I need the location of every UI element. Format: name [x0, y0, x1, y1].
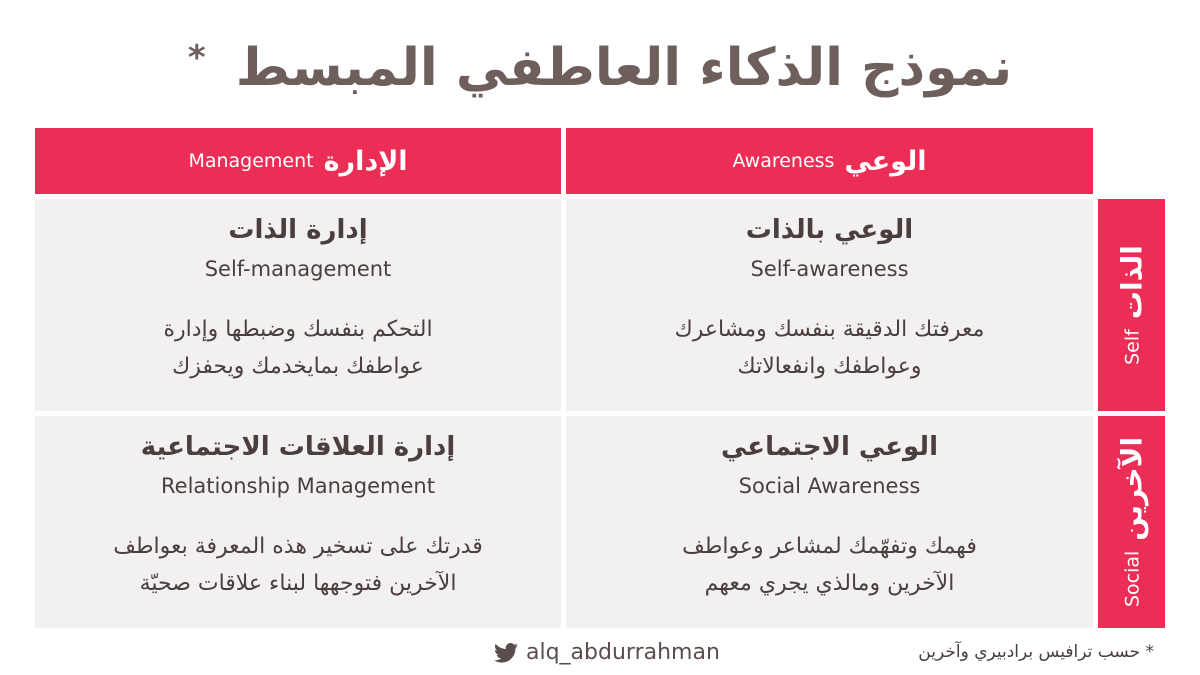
cell-arabic-title: إدارة العلاقات الاجتماعية [140, 432, 456, 462]
awareness-header-en: Awareness [732, 150, 835, 172]
cell-self-management [35, 199, 561, 411]
page-title [0, 38, 1200, 98]
description-line: قدرتك على تسخير هذه المعرفة بعواطف [113, 534, 483, 559]
management-header-ar: الإدارة [323, 145, 408, 177]
row-label-self [1098, 199, 1165, 411]
cell-description [586, 311, 1073, 385]
description-line: التحكم بنفسك وضبطها وإدارة [163, 317, 433, 342]
description-line: الآخرين فتوجهها لبناء علاقات صحيّة [139, 571, 457, 596]
cell-description [586, 528, 1073, 602]
social-label-ar: الآخرين [1115, 436, 1148, 541]
title-marker: * [187, 38, 206, 78]
self-label-ar: الذات [1115, 245, 1148, 320]
cell-arabic-title: الوعي الاجتماعي [721, 432, 938, 462]
twitter-handle [494, 640, 720, 665]
description-line: فهمك وتفهّمك لمشاعر وعواطف [682, 534, 977, 559]
column-header-awareness [566, 128, 1093, 194]
social-label-en: Social [1120, 550, 1143, 608]
cell-english-title: Self-management [204, 257, 392, 281]
cell-relationship-management [35, 416, 561, 628]
self-label-en: Self [1120, 329, 1143, 365]
title-text: نموذج الذكاء العاطفي المبسط [235, 38, 1013, 98]
cell-arabic-title: إدارة الذات [228, 215, 368, 245]
column-header-management [35, 128, 561, 194]
twitter-bird-icon [494, 643, 518, 663]
awareness-header-ar: الوعي [844, 145, 927, 177]
handle-text: alq_abdurrahman [526, 640, 720, 665]
description-line: وعواطفك وانفعالاتك [737, 354, 922, 379]
cell-english-title: Relationship Management [161, 474, 435, 498]
cell-social-awareness [566, 416, 1093, 628]
footnote: * حسب ترافيس برادبيري وآخرين [918, 642, 1154, 662]
cell-description [55, 311, 541, 385]
cell-self-awareness [566, 199, 1093, 411]
cell-english-title: Self-awareness [750, 257, 909, 281]
description-line: الآخرين ومالذي يجري معهم [704, 571, 955, 596]
cell-english-title: Social Awareness [738, 474, 921, 498]
row-label-social [1098, 416, 1165, 628]
cell-description [55, 528, 541, 602]
management-header-en: Management [188, 150, 314, 172]
description-line: عواطفك بمايخدمك ويحفزك [172, 354, 424, 379]
cell-arabic-title: الوعي بالذات [745, 215, 914, 245]
description-line: معرفتك الدقيقة بنفسك ومشاعرك [674, 317, 985, 342]
